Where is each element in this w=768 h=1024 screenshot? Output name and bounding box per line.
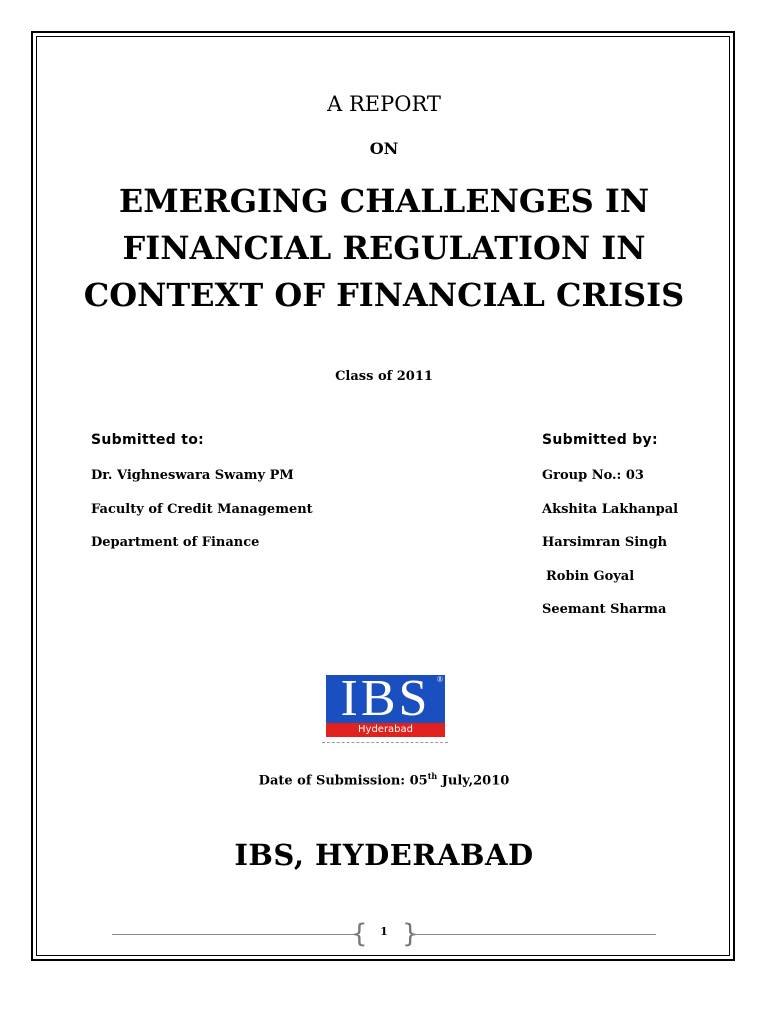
- ibs-logo: [326, 670, 445, 739]
- right-brace-icon: }: [402, 919, 419, 949]
- member-name: Akshita Lakhanpal: [542, 501, 679, 517]
- footer-rule-left: [112, 934, 356, 935]
- report-heading: A REPORT: [327, 92, 441, 116]
- submitted-to-line: Faculty of Credit Management: [91, 501, 313, 517]
- submitted-by-block: [542, 432, 678, 636]
- registered-mark: ®: [436, 675, 443, 684]
- title-line: FINANCIAL REGULATION IN: [122, 229, 646, 267]
- footer-rule-right: [413, 934, 656, 935]
- report-title: [0, 178, 768, 319]
- submitted-by-heading: Submitted by:: [542, 432, 658, 448]
- logo-wordmark: [326, 670, 445, 727]
- report-on: ON: [369, 139, 399, 158]
- logo-subtitle: Hyderabad: [326, 723, 445, 737]
- institution-name: IBS, HYDERABAD: [234, 838, 534, 872]
- member-name: Seemant Sharma: [542, 602, 667, 617]
- submitted-to-line: Department of Finance: [91, 535, 260, 550]
- group-number: Group No.: 03: [542, 468, 644, 483]
- submission-date-prefix: Date of Submission: 05: [258, 773, 428, 789]
- logo-underline: [322, 742, 448, 743]
- submitted-to-heading: Submitted to:: [91, 432, 205, 448]
- class-of: Class of 2011: [335, 369, 433, 384]
- submitted-to-block: [91, 432, 313, 569]
- title-line: EMERGING CHALLENGES IN: [118, 182, 650, 220]
- page-number: 1: [380, 925, 388, 938]
- submission-date-suffix-sup: th: [427, 771, 438, 781]
- submitted-to-line: Dr. Vighneswara Swamy PM: [91, 468, 294, 483]
- submission-date: [0, 771, 768, 788]
- member-name: Robin Goyal: [546, 568, 635, 584]
- logo-text: IBS: [340, 670, 431, 727]
- member-name: Harsimran Singh: [542, 535, 668, 550]
- submission-date-rest: July,2010: [437, 773, 510, 789]
- title-line: CONTEXT OF FINANCIAL CRISIS: [83, 276, 685, 314]
- left-brace-icon: {: [351, 919, 368, 949]
